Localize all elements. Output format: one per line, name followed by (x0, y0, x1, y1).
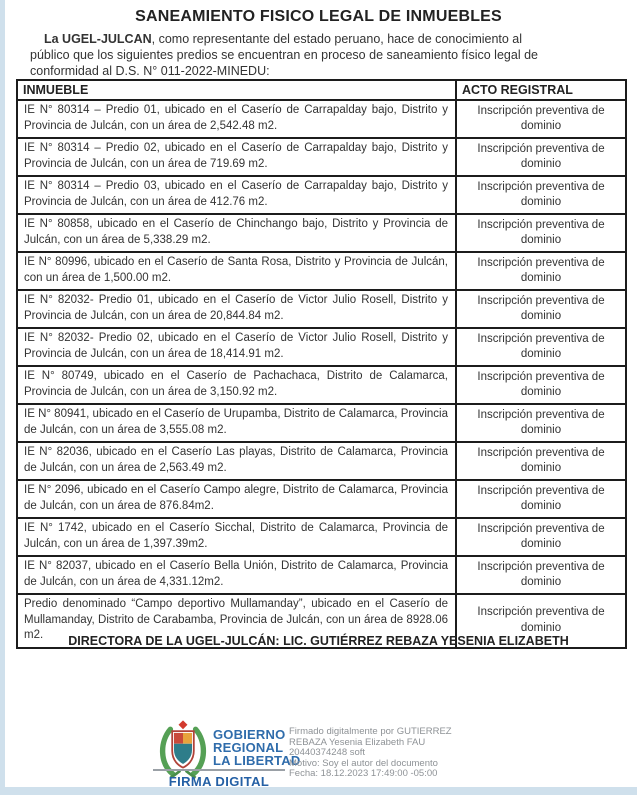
signature-line-3: 20440374248 soft (289, 747, 366, 759)
page-title: SANEAMIENTO FISICO LEGAL DE INMUEBLES (135, 8, 502, 25)
inmueble-cell: IE N° 80996, ubicado en el Caserío de Santa Rosa, Distrito y Provincia de Julcán, con un área de 1,500.00 m2. (17, 252, 456, 290)
header-inmueble: INMUEBLE (17, 80, 456, 100)
table-row (17, 214, 626, 252)
table-row (17, 176, 626, 214)
inmueble-cell: IE N° 82032- Predio 01, ubicado en el Caserío de Victor Julio Rosell, Distrito y Provincia de Julcán, con un área de 20,844.84 m2. (17, 290, 456, 328)
inmueble-cell: IE N° 82036, ubicado en el Caserío Las playas, Distrito de Calamarca, Provincia de Julcán, con un área de 2,563.49 m2. (17, 442, 456, 480)
table-row (17, 442, 626, 480)
acto-registral-cell: Inscripción preventiva de dominio (456, 138, 626, 176)
inmueble-cell: IE N° 80314 – Predio 03, ubicado en el Caserío de Carrapalday bajo, Distrito y Provincia de Julcán, con un área de 412.76 m2. (17, 176, 456, 214)
org-line-3: LA LIBERTAD (213, 753, 301, 768)
digital-signature-details (289, 727, 499, 780)
table-row (17, 480, 626, 518)
inmueble-cell: IE N° 2096, ubicado en el Caserío Campo alegre, Distrito de Calamarca, Provincia de Julcán, con un área de 876.84m2. (17, 480, 456, 518)
properties-table (16, 79, 627, 649)
table-row (17, 328, 626, 366)
org-name (213, 728, 300, 767)
table-row (17, 518, 626, 556)
intro-paragraph (30, 31, 546, 79)
intro-body: , como representante del estado peruano, hace de conocimiento al público que los siguientes predios se encuentran en proceso de saneamiento físico legal de conformidad al D.S. N° 011-2022-MINEDU: (30, 32, 538, 78)
intro-lead: La UGEL-JULCAN (44, 32, 152, 46)
table-row (17, 404, 626, 442)
table-header-row (17, 80, 626, 100)
acto-registral-cell: Inscripción preventiva de dominio (456, 404, 626, 442)
inmueble-cell: IE N° 80749, ubicado en el Caserío de Pachachaca, Distrito de Calamarca, Provincia de Julcán, con un área de 3,150.92 m2. (17, 366, 456, 404)
scan-edge-left (0, 0, 5, 795)
firma-digital-label: FIRMA DIGITAL (168, 774, 270, 789)
acto-registral-cell: Inscripción preventiva de dominio (456, 100, 626, 138)
inmueble-cell: Predio denominado “Campo deportivo Mullamanday”, ubicado en el Caserío de Mullamanday, Distrito de Carabamba, Provincia de Julcán, con un área de 8928.06 m2. (17, 594, 456, 648)
la-libertad-coat-of-arms-icon (156, 720, 210, 780)
scan-edge-bottom (0, 787, 637, 795)
acto-registral-cell: Inscripción preventiva de dominio (456, 214, 626, 252)
acto-registral-cell: Inscripción preventiva de dominio (456, 556, 626, 594)
signature-line-4: Motivo: Soy el autor del documento (289, 757, 438, 769)
inmueble-cell: IE N° 1742, ubicado en el Caserío Sicchal, Distrito de Calamarca, Provincia de Julcán, con un área de 1,397.39m2. (17, 518, 456, 556)
acto-registral-cell: Inscripción preventiva de dominio (456, 176, 626, 214)
org-line-2: REGIONAL (213, 740, 284, 755)
inmueble-cell: IE N° 82037, ubicado en el Caserío Bella Unión, Distrito de Calamarca, Provincia de Julcán, con un área de 4,331.12m2. (17, 556, 456, 594)
acto-registral-cell: Inscripción preventiva de dominio (456, 518, 626, 556)
inmueble-cell: IE N° 80858, ubicado en el Caserío de Chinchango bajo, Distrito y Provincia de Julcán, con un área de 5,338.29 m2. (17, 214, 456, 252)
table-row (17, 252, 626, 290)
signature-line-1: Firmado digitalmente por GUTIERREZ (289, 726, 452, 737)
acto-registral-cell: Inscripción preventiva de dominio (456, 594, 626, 648)
acto-registral-cell: Inscripción preventiva de dominio (456, 442, 626, 480)
signature-line-2: REBAZA Yesenia Elizabeth FAU (289, 736, 426, 748)
inmueble-cell: IE N° 80941, ubicado en el Caserío de Urupamba, Distrito de Calamarca, Provincia de Julcán, con un área de 3,555.08 m2. (17, 404, 456, 442)
table-header (17, 80, 626, 100)
inmueble-cell: IE N° 80314 – Predio 01, ubicado en el Caserío de Carrapalday bajo, Distrito y Provincia de Julcán, con un área de 2,542.48 m2. (17, 100, 456, 138)
acto-registral-cell: Inscripción preventiva de dominio (456, 328, 626, 366)
acto-registral-cell: Inscripción preventiva de dominio (456, 252, 626, 290)
table-row (17, 100, 626, 138)
acto-registral-cell: Inscripción preventiva de dominio (456, 366, 626, 404)
table-row (17, 556, 626, 594)
table-row (17, 366, 626, 404)
header-acto-registral: ACTO REGISTRAL (456, 80, 626, 100)
table-row (17, 290, 626, 328)
acto-registral-cell: Inscripción preventiva de dominio (456, 290, 626, 328)
inmueble-cell: IE N° 82032- Predio 02, ubicado en el Caserío de Victor Julio Rosell, Distrito y Provincia de Julcán, con un área de 18,414.91 m2. (17, 328, 456, 366)
inmueble-cell: IE N° 80314 – Predio 02, ubicado en el Caserío de Carrapalday bajo, Distrito y Provincia de Julcán, con un área de 719.69 m2. (17, 138, 456, 176)
director-line: DIRECTORA DE LA UGEL-JULCÁN: LIC. GUTIÉRREZ REBAZA YESENIA ELIZABETH (68, 634, 569, 648)
acto-registral-cell: Inscripción preventiva de dominio (456, 480, 626, 518)
table-row (17, 138, 626, 176)
signature-line-5: Fecha: 18.12.2023 17:49:00 -05:00 (289, 768, 438, 780)
table-body (17, 100, 626, 648)
org-line-1: GOBIERNO (213, 727, 286, 742)
signature-divider (153, 769, 285, 771)
